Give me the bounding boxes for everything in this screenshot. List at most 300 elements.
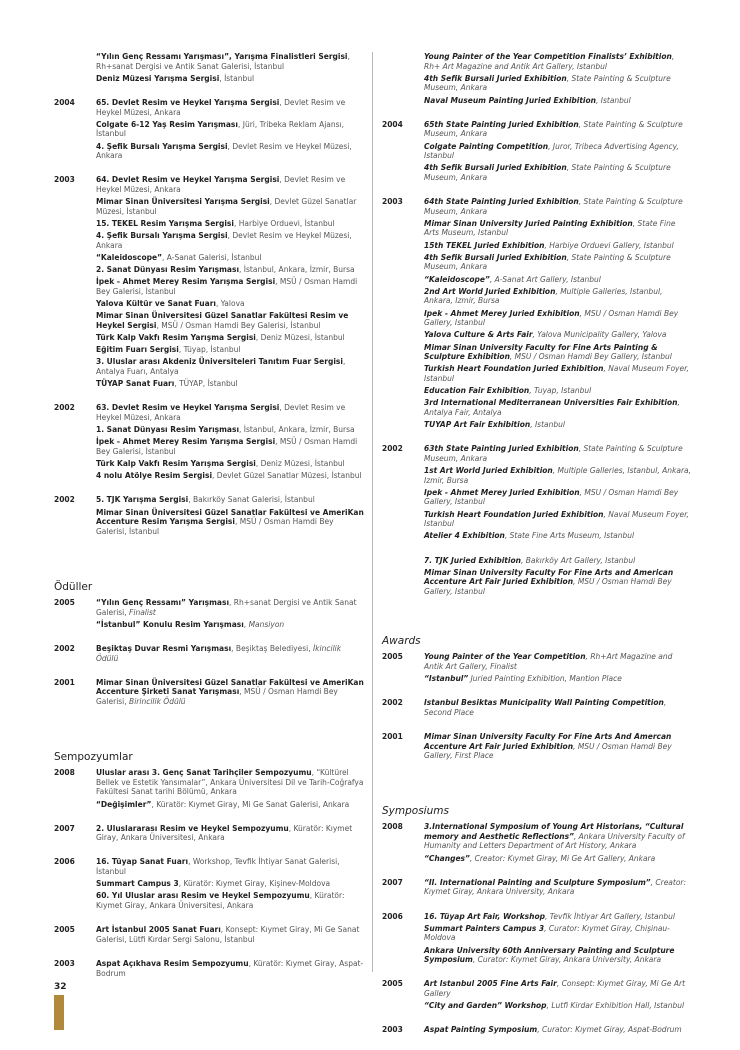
entry-title: İpek - Ahmet Merey Resim Yarışma Sergisi (96, 437, 276, 447)
entry-title: Young Painter of the Year Competition Finalists’ Exhibition (424, 52, 672, 61)
entry (424, 398, 692, 417)
entry (96, 437, 364, 456)
year-group (382, 732, 692, 763)
year-label: 2001 (54, 677, 75, 687)
entry-detail: , Küratör: Kıymet Giray, Kişinev-Moldova (178, 879, 331, 889)
entry-title: Atelier 4 Exhibition (424, 531, 505, 541)
entry-title: Art İstanbul 2005 Sanat Fuarı (96, 925, 221, 935)
entry-detail: , MSÜ / Osman Hamdi Bey Galerisi, İstanbul (96, 517, 334, 536)
entry-title: İpek - Ahmet Merey Resim Yarışma Sergisi (96, 277, 276, 287)
entry (96, 299, 364, 309)
entry-list (96, 959, 364, 981)
awards-heading-tr: Ödüller (54, 581, 93, 593)
year-label: 2002 (54, 643, 75, 653)
entry-detail: , MSÜ / Osman Hamdi Bey Galerisi, İstanbul (96, 277, 358, 296)
entry (424, 698, 692, 717)
entry-title: Young Painter of the Year Competition (424, 652, 586, 662)
entry-detail: , Workshop, Tevfik İhtiyar Sanat Galerisi, İstanbul (96, 857, 340, 877)
entry (424, 420, 692, 430)
entry (424, 120, 692, 139)
entry-detail: , Küratör: Kıymet Giray, Ankara Üniversitesi, Ankara (96, 891, 345, 911)
entry-list (96, 925, 364, 947)
entry (96, 800, 364, 810)
year-group (382, 652, 692, 686)
year-label: 2003 (54, 959, 75, 968)
year-group (54, 175, 364, 391)
awards-heading-en: Awards (382, 635, 421, 648)
year-label: 2005 (382, 652, 403, 662)
entry-list (96, 403, 364, 483)
entry-detail: , MSU / Osman Hamdi Bey Gallery, First Place (424, 741, 672, 761)
entry (424, 287, 692, 306)
awards-tr (54, 598, 364, 709)
entry-list (96, 824, 364, 846)
entry-detail: Juried Painting Exhibition, Mantion Place (468, 673, 622, 683)
entry-detail: , Devlet Resim ve Heykel Müzesi, Ankara (96, 175, 346, 194)
entry (96, 620, 364, 630)
entry-title: Aspat Painting Symposium (424, 1025, 538, 1035)
entry (96, 471, 364, 481)
entry-list (424, 1025, 692, 1037)
entry-detail: , Antalya Fuarı, Antalya (96, 357, 346, 376)
entry-detail: , Multiple Galleries, Istanbul, Ankara, Izmir, Bursa (424, 286, 663, 306)
year-label: 2002 (54, 495, 75, 505)
entry-title: Summart Painters Campus 3 (424, 923, 545, 933)
entry-title: 1st Art World Juried Exhibition (424, 466, 553, 476)
entry-detail: , State Painting & Sculpture Museum, Ankara (424, 444, 683, 463)
year-label: 2001 (382, 731, 403, 741)
entry (424, 74, 692, 93)
entry (96, 824, 364, 843)
year-group (382, 979, 692, 1013)
year-label: 2003 (382, 197, 403, 207)
entry-list (424, 197, 692, 432)
year-group (382, 912, 692, 968)
year-label: 2007 (54, 823, 75, 833)
page-number: 32 (54, 982, 67, 992)
entry-title: Ankara University 60th Anniversary Painting and Sculpture Symposium (424, 945, 675, 965)
entry (96, 357, 364, 376)
entry (424, 488, 692, 507)
entry (424, 924, 692, 943)
entry-title: 16. Tüyap Sanat Fuarı (96, 857, 189, 867)
year-group (382, 444, 692, 543)
entry-list (424, 698, 692, 720)
entry-detail: , Creator: Kıymet Giray, Ankara University, Ankara (424, 877, 687, 897)
entry-list (424, 912, 692, 968)
entry (96, 425, 364, 435)
entry (424, 878, 692, 897)
entry-detail: , Küratör: Kıymet Giray, Aspat-Bodrum (96, 959, 364, 978)
entry-list (96, 495, 364, 539)
year-label: 2008 (54, 768, 75, 778)
entry-title: Istanbul Besiktas Municipality Wall Painting Competition (424, 698, 664, 708)
entry (96, 403, 364, 422)
entry-detail: , Küratör: Kıymet Giray, Ankara Üniversitesi, Ankara (96, 823, 353, 843)
entry (96, 508, 364, 537)
entry (96, 678, 364, 707)
entry-title: Education Fair Exhibition (424, 386, 530, 396)
entry (96, 598, 364, 617)
entry-detail: , Jüri, Tribeka Reklam Ajansı, İstanbul (96, 119, 345, 139)
entry (424, 343, 692, 362)
entry-list (96, 857, 364, 913)
entry-title: 65th State Painting Juried Exhibition (424, 119, 579, 129)
entry (424, 444, 692, 463)
entry-title: Ipek - Ahmet Merey Juried Exhibition (424, 308, 580, 318)
entry-detail: , TÜYAP, İstanbul (174, 379, 238, 389)
entry-title: Naval Museum Painting Juried Exhibition (424, 95, 596, 105)
symposia-heading-en: Symposiums (382, 805, 449, 818)
entry (424, 674, 692, 684)
entry (424, 556, 692, 566)
entry (424, 912, 692, 922)
year-label (382, 556, 424, 600)
year-label: 2002 (382, 444, 403, 454)
year-group (54, 598, 364, 632)
entry-title: 4th Sefik Bursali Juried Exhibition (424, 252, 567, 262)
entry-title: Mimar Sinan University Juried Painting Exhibition (424, 218, 633, 228)
entry-detail: , Konsept: Kıymet Giray, Mi Ge Sanat Galerisi, Lütfi Kırdar Sergi Salonu, İstanbul (96, 925, 360, 944)
entry (96, 98, 364, 117)
entry-list (96, 98, 364, 163)
year-label: 2005 (54, 598, 75, 607)
entry (96, 891, 364, 910)
entry-title: 3.International Symposium of Young Art Historians, “Cultural memory and Aesthetic Reflections” (424, 822, 684, 841)
entry-title: 4. Şefik Bursalı Yarışma Sergisi (96, 141, 228, 151)
entry (424, 309, 692, 328)
entry-detail: , Curator: Kıymet Giray, Ankara University, Ankara (472, 955, 662, 965)
year-group (54, 857, 364, 913)
entry-detail: , State Painting & Sculpture Museum, Ankara (424, 252, 671, 272)
entry (424, 652, 692, 671)
entry-list (424, 878, 692, 900)
entry (424, 568, 692, 597)
entry-detail: , Küratör: Kıymet Giray, Mi Ge Sanat Galerisi, Ankara (151, 799, 350, 809)
entry-detail: , Istanbul (595, 95, 631, 105)
entry-detail: , Harbiye Orduevi Gallery, Istanbul (544, 240, 674, 250)
entry-detail: , State Painting & Sculpture Museum, Ankara (424, 163, 671, 182)
year-label: 2002 (54, 403, 75, 413)
entry-detail: , Istanbul (530, 420, 565, 430)
entry-title: Mimar Sinan Üniversitesi Güzel Sanatlar Fakültesi ve AmeriKan Accenture Resim Yarışma Sergisi (96, 507, 364, 527)
entry (96, 197, 364, 216)
entry-detail: , Antalya Fair, Antalya (424, 398, 680, 417)
entry-detail: , Devlet Resim ve Heykel Müzesi, Ankara (96, 97, 346, 117)
entry (424, 52, 692, 71)
year-label: 2008 (382, 822, 403, 832)
entry-detail: , Rh+sanat Dergisi ve Antik Sanat Galerisi, (96, 598, 357, 617)
entry-detail: , Beşiktaş Belediyesi, (231, 643, 313, 653)
entry-title: 60. Yıl Uluslar arası Resim ve Heykel Sempozyumu (96, 891, 310, 901)
entry-award: İkincilik Ödülü (96, 643, 342, 663)
entry-detail: , MSU / Osman Hamdi Bey Gallery, Istanbul (424, 308, 679, 328)
entry-detail: , Devlet Resim ve Heykel Müzesi, Ankara (96, 141, 352, 161)
entry-detail: , State Painting & Sculpture Museum, Ankara (424, 73, 671, 93)
entry-list (96, 52, 364, 86)
entry-detail: , Curator: Kıymet Giray, Aspat-Bodrum (537, 1025, 682, 1035)
entry-title: Aspat Açıkhava Resim Sempozyumu (96, 959, 249, 968)
entry-detail: , Multiple Galleries, Istanbul, Ankara, Izmir, Bursa (424, 466, 692, 485)
year-group (54, 824, 364, 846)
entry-detail: , Devlet Güzel Sanatlar Müzesi, İstanbul (96, 197, 357, 216)
year-group (54, 52, 364, 86)
entry (96, 333, 364, 343)
entry-list (96, 768, 364, 812)
entry-title: 5. TJK Yarışma Sergisi (96, 495, 189, 505)
right-column (382, 52, 692, 1050)
entry-title: Turkish Heart Foundation Juried Exhibition (424, 364, 604, 374)
symposia-tr (54, 768, 364, 981)
year-group (382, 120, 692, 185)
year-label: 2003 (54, 175, 75, 185)
left-column (54, 52, 364, 993)
entry-title: TÜYAP Sanat Fuarı (96, 379, 175, 389)
entry-title: “Yılın Genç Ressamı” Yarışması (96, 598, 230, 607)
entry-detail: , İstanbul, Ankara, İzmir, Bursa (239, 265, 355, 275)
entry-title: 2nd Art World Juried Exhibition (424, 286, 556, 296)
entry-detail: , Devlet Resim ve Heykel Müzesi, Ankara (96, 403, 346, 422)
year-label: 2003 (382, 1025, 403, 1035)
entry (424, 386, 692, 396)
entry-title: 4 nolu Atölye Resim Sergisi (96, 471, 213, 481)
entry (424, 197, 692, 216)
entry-detail: , Curator: Kıymet Giray, Chişinau-Moldova (424, 923, 670, 943)
entry-title: “Değişimler” (96, 799, 152, 809)
entry-list (424, 979, 692, 1013)
entry (96, 379, 364, 389)
entry (424, 946, 692, 965)
year-label (382, 52, 424, 108)
year-group (54, 959, 364, 981)
year-group (54, 403, 364, 483)
entry-title: Ipek - Ahmet Merey Juried Exhibition (424, 487, 580, 497)
symposia-en (382, 822, 692, 1037)
entry-title: 1. Sanat Dünyası Resim Yarışması (96, 425, 240, 435)
entry-detail: , MSÜ / Osman Hamdi Bey Galerisi, (96, 687, 338, 706)
entry-title: 64th State Painting Juried Exhibition (424, 197, 579, 207)
entry (424, 466, 692, 485)
entry (96, 74, 364, 84)
entry-detail: , Bakırköy Sanat Galerisi, İstanbul (188, 495, 315, 505)
entry-title: Mimar Sinan University Faculty for Fine Arts Painting & Sculpture Exhibition (424, 342, 658, 362)
entry-list (424, 556, 692, 600)
entry-title: Yalova Culture & Arts Fair (424, 330, 533, 340)
year-group (54, 98, 364, 163)
entry-detail: , Yalova Municipality Gallery, Yalova (532, 330, 667, 340)
entry-title: Colgate Painting Competition (424, 141, 549, 151)
entry-title: 7. TJK Juried Exhibition (424, 555, 521, 565)
entry-title: “Kaleidoscope” (96, 252, 162, 262)
entry-detail: , İstanbul, Ankara, İzmir, Bursa (239, 425, 355, 435)
entry (96, 277, 364, 296)
entry-detail: , Tevfik İhtiyar Art Gallery, Istanbul (545, 911, 675, 921)
entry-detail: , State Painting & Sculpture Museum, Ankara (424, 197, 683, 216)
entry-title: 65. Devlet Resim ve Heykel Yarışma Sergisi (96, 97, 280, 107)
entry (424, 1001, 692, 1011)
entry (96, 495, 364, 505)
year-group (382, 878, 692, 900)
entry-detail: , Consept: Kıymet Giray, Mi Ge Art Gallery (424, 979, 686, 998)
entry (96, 311, 364, 330)
symposia-heading-tr: Sempozyumlar (54, 751, 133, 764)
year-group (54, 678, 364, 709)
entry-title: 4. Şefik Bursalı Yarışma Sergisi (96, 231, 228, 241)
entry-detail: , State Fine Arts Museum, Istanbul (504, 531, 635, 541)
year-group (54, 644, 364, 666)
entry-detail: , State Painting & Sculpture Museum, Ankara (424, 119, 683, 139)
entry-title: Türk Kalp Vakfı Resim Yarışma Sergisi (96, 459, 256, 469)
year-label: 2004 (54, 97, 75, 107)
entry (424, 979, 692, 998)
entry (424, 142, 692, 161)
entry-title: 3. Uluslar arası Akdeniz Üniversiteleri Tanıtım Fuar Sergisi (96, 357, 343, 367)
entry (424, 253, 692, 272)
year-label: 2006 (54, 857, 75, 867)
entry (424, 531, 692, 541)
year-label: 2006 (382, 911, 403, 921)
entry-detail: , İstanbul (219, 73, 255, 83)
entry (424, 163, 692, 182)
entry-detail: , State Fine Arts Museum, Istanbul (424, 218, 676, 238)
entry-title: “Kaleidoscope” (424, 274, 490, 284)
entry-title: Türk Kalp Vakfı Resim Yarışma Sergisi (96, 332, 256, 342)
entry-list (424, 120, 692, 185)
year-group (54, 768, 364, 812)
entry-list (424, 732, 692, 763)
entry (96, 345, 364, 355)
entry-detail: , Creator: Kıymet Giray, Mi Ge Art Gallery, Ankara (469, 853, 656, 863)
entry-list (424, 52, 692, 108)
entry-title: Turkish Heart Foundation Juried Exhibition (424, 509, 604, 519)
entry-title: “İstanbul” Konulu Resim Yarışması (96, 619, 244, 629)
entry (424, 96, 692, 106)
year-label (54, 52, 96, 86)
entry (96, 231, 364, 250)
entry (96, 265, 364, 275)
entry-detail: , MSU / Osman Hamdi Bey Gallery, Istanbul (424, 577, 672, 596)
entry-title: Yalova Kültür ve Sanat Fuarı (96, 299, 216, 308)
entry-list (96, 175, 364, 391)
entry (424, 241, 692, 251)
entry-title: 3rd International Mediterranean Universities Fair Exhibition (424, 398, 678, 408)
entry (96, 857, 364, 876)
entry-title: 4th Sefik Bursali Juried Exhibition (424, 163, 567, 173)
entry (96, 219, 364, 229)
entry-detail: , MSU / Osman Hamdi Bey Gallery, Istanbul (424, 487, 679, 507)
awards-en (382, 652, 692, 763)
entry (96, 925, 364, 944)
entry (96, 959, 364, 978)
entry-detail: , Deniz Müzesi, İstanbul (255, 332, 345, 342)
entry (424, 510, 692, 529)
entry-detail: , Lutfi Kirdar Exhibition Hall, Istanbul (546, 1001, 685, 1011)
entry-title: Beşiktaş Duvar Resmi Yarışması (96, 643, 232, 653)
exhibitions-tr (54, 52, 364, 539)
year-group (54, 925, 364, 947)
entry-detail: , Tuyap, Istanbul (529, 386, 592, 396)
entry-detail: , Tüyap, İstanbul (178, 345, 241, 355)
entry (96, 52, 364, 71)
entry-title: 2. Sanat Dünyası Resim Yarışması (96, 265, 240, 275)
entry-detail: , Ankara University Faculty of Humanity and Letters Department of Art History, Ankara (424, 831, 685, 851)
entry-award: Birincilik Ödülü (129, 696, 186, 706)
year-group (382, 1025, 692, 1037)
entry (96, 120, 364, 139)
entry (96, 768, 364, 797)
entry-title: Summart Campus 3 (96, 879, 179, 889)
year-group (382, 698, 692, 720)
entry-title: 64. Devlet Resim ve Heykel Yarışma Sergisi (96, 175, 280, 185)
entry-detail: , Harbiye Orduevi, İstanbul (233, 218, 335, 228)
entry-title: “II. International Painting and Sculpture Symposium” (424, 877, 651, 887)
entry-title: Uluslar arası 3. Genç Sanat Tarihçiler Sempozyumu (96, 768, 312, 778)
entry-title: Mimar Sinan Üniversitesi Yarışma Sergisi (96, 197, 270, 207)
entry-detail: , Deniz Müzesi, İstanbul (255, 459, 345, 469)
entry (96, 142, 364, 161)
entry-detail: , Juror, Tribeca Advertising Agency, Istanbul (424, 141, 679, 161)
entry-award: Mansiyon (248, 619, 285, 629)
entry (424, 275, 692, 285)
entry-title: Colgate 6-12 Yaş Resim Yarışması (96, 119, 238, 129)
entry-title: “Istanbul” (424, 673, 469, 683)
entry-list (424, 652, 692, 686)
entry-title: 4th Sefik Bursali Juried Exhibition (424, 73, 567, 83)
entry-title: 15. TEKEL Resim Yarışma Sergisi (96, 218, 234, 228)
entry-detail: , Rh+Art Magazine and Antik Art Gallery, Finalist (424, 652, 673, 671)
entry-detail: , (243, 619, 249, 629)
entry-title: Deniz Müzesi Yarışma Sergisi (96, 73, 220, 83)
entry-detail: , A-Sanat Art Gallery, Istanbul (489, 274, 601, 284)
entry-detail: , MSÜ / Osman Hamdi Bey Galerisi, İstanbul (156, 320, 321, 330)
entry (96, 879, 364, 889)
entry (424, 330, 692, 340)
entry-detail: , Second Place (424, 698, 667, 717)
entry-detail: , Bakırköy Art Gallery, Istanbul (520, 555, 636, 565)
year-label: 2002 (382, 698, 403, 708)
year-group (382, 197, 692, 432)
entry-title: 63th State Painting Juried Exhibition (424, 444, 579, 454)
entry-list (96, 644, 364, 666)
year-label: 2007 (382, 877, 403, 887)
entry-award: Finalist (129, 607, 156, 617)
year-group (54, 495, 364, 539)
entry (96, 644, 364, 663)
entry-title: Eğitim Fuarı Sergisi (96, 345, 179, 355)
entry-detail: , MSÜ / Osman Hamdi Bey Galerisi, İstanbul (96, 437, 358, 456)
year-group (382, 556, 692, 600)
entry-title: 2. Uluslararası Resim ve Heykel Sempozyumu (96, 823, 289, 833)
exhibitions-en (382, 52, 692, 599)
entry-title: “Yılın Genç Ressamı Yarışması”, Yarışma Finalistleri Sergisi (96, 52, 348, 61)
entry-title: Mimar Sinan Üniversitesi Güzel Sanatlar Fakültesi Resim ve Heykel Sergisi (96, 311, 349, 330)
entry-list (96, 598, 364, 632)
entry-title: Mimar Sinan University Faculty For Fine Arts And Amercan Accenture Art Fair Juried Exhibition (424, 731, 672, 751)
entry (424, 854, 692, 864)
year-group (382, 822, 692, 866)
entry (96, 253, 364, 263)
entry (96, 459, 364, 469)
entry (424, 732, 692, 761)
entry-title: Art Istanbul 2005 Fine Arts Fair (424, 979, 557, 989)
entry-title: 15th TEKEL Juried Exhibition (424, 240, 545, 250)
entry-title: 16. Tüyap Art Fair, Workshop (424, 911, 545, 921)
entry-list (424, 822, 692, 866)
entry-detail: , A-Sanat Galerisi, İstanbul (162, 252, 262, 262)
entry-title: “Changes” (424, 853, 470, 863)
entry (424, 822, 692, 851)
entry-title: Mimar Sinan University Faculty For Fine Arts and American Accenture Art Fair Juried Exhibition (424, 567, 674, 587)
